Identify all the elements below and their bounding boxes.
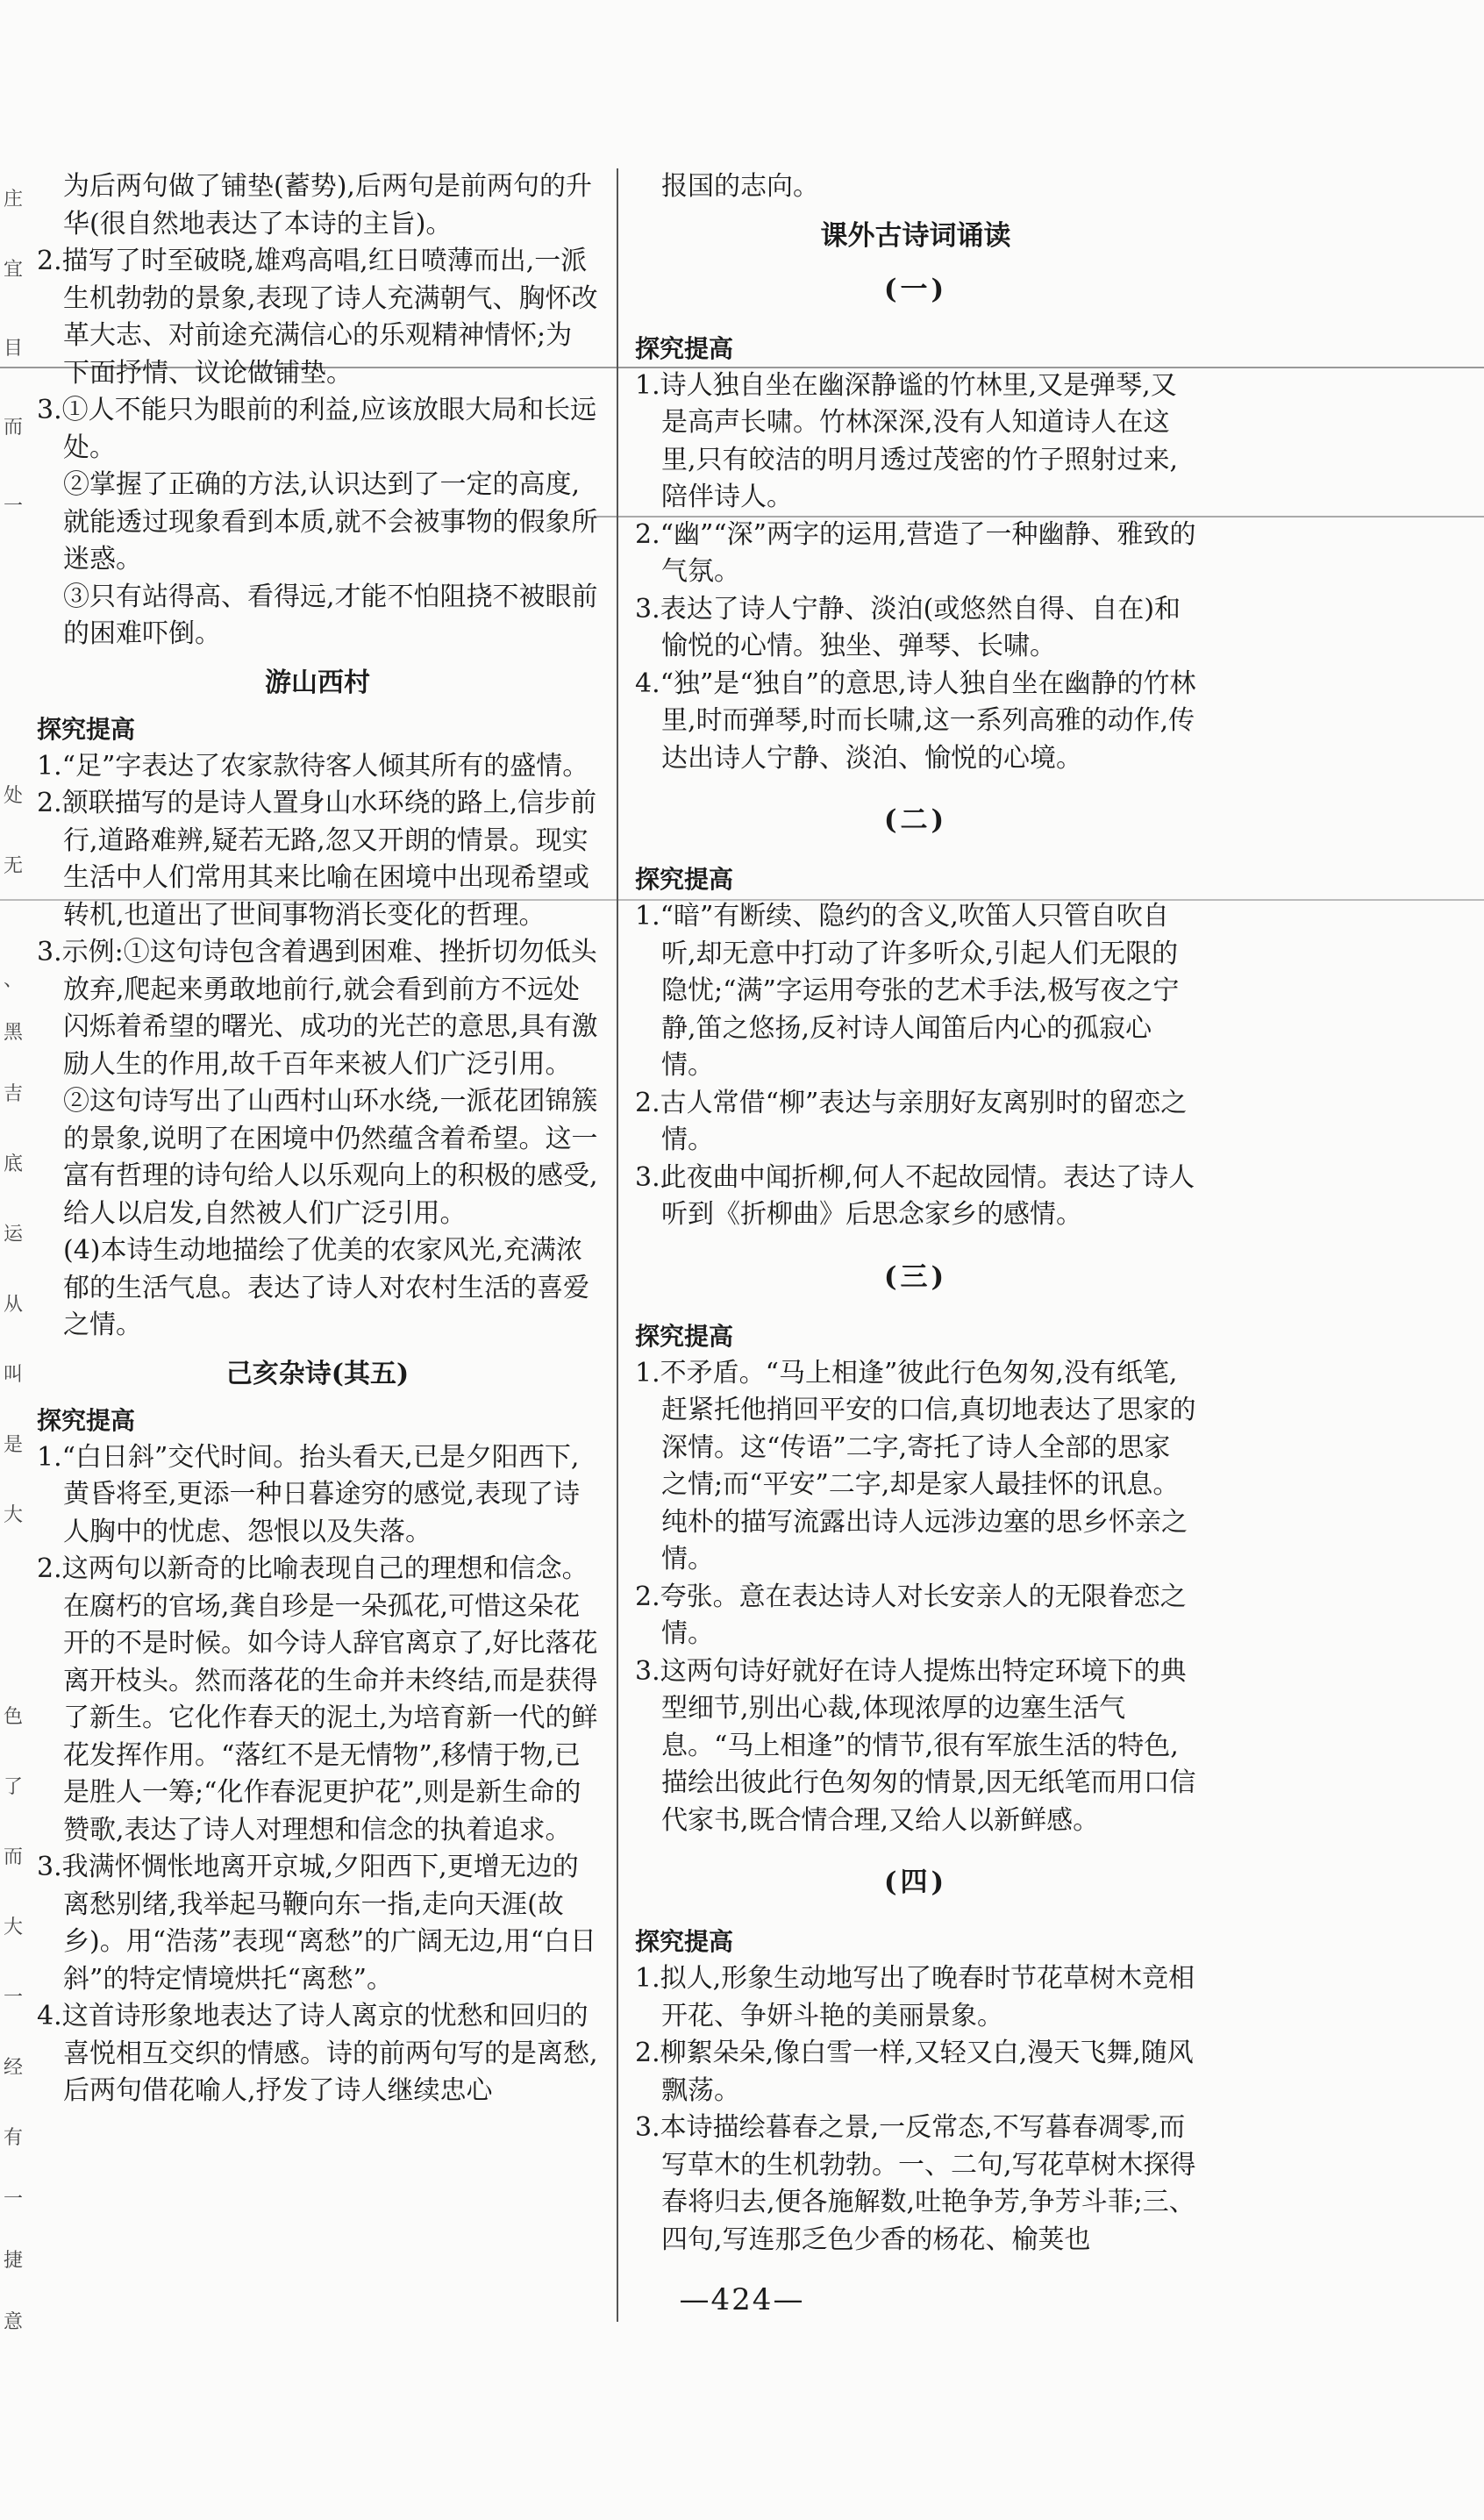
margin-glyph: 色	[4, 1706, 24, 1728]
section-label: 探究提高	[635, 333, 734, 363]
answer-item: ②这句诗写出了山西村山环水绕,一派花团锦簇的景象,说明了在困境中仍然蕴含着希望。这一富有哲理的诗句给人以乐观向上的积极的感受,给人以启发,自然被人们广泛引用。	[63, 1086, 598, 1229]
section-label: 探究提高	[635, 1927, 734, 1956]
main-title: 课外古诗词诵读	[820, 219, 1011, 252]
margin-glyph: 了	[4, 1776, 24, 1798]
section-heading: (三)	[883, 1260, 948, 1293]
margin-glyph: 是	[4, 1434, 24, 1456]
answer-item: 为后两句做了铺垫(蓄势),后两句是前两句的升华(很自然地表达了本诗的主旨)。	[63, 171, 592, 239]
section-label: 探究提高	[37, 1405, 136, 1435]
answer-item: 1.“足”字表达了农家款待客人倾其所有的盛情。	[37, 750, 589, 782]
margin-glyph: 一	[4, 496, 24, 518]
answer-item: 1.“暗”有断续、隐约的含义,吹笛人只管自吹自听,却无意中打动了许多听众,引起人们无限的隐忧;“满”字运用夸张的艺术手法,极写夜之宁静,笛之悠扬,反衬诗人闻笛后内心的孤寂心情。	[635, 901, 1180, 1081]
margin-glyph: 黑	[4, 1022, 24, 1044]
margin-glyph: 而	[4, 1846, 24, 1868]
margin-glyph: 有	[4, 2127, 24, 2149]
page-number: —424—	[679, 2282, 805, 2317]
answer-item: 4.“独”是“独自”的意思,诗人独自坐在幽静的竹林里,时而弹琴,时而长啸,这一系列高雅的动作,传达出诗人宁静、淡泊、愉悦的心境。	[635, 667, 1196, 774]
margin-glyph: 大	[4, 1504, 24, 1526]
answer-item: 3.表达了诗人宁静、淡泊(或悠然自得、自在)和愉悦的心情。独坐、弹琴、长啸。	[635, 593, 1181, 661]
column-divider	[617, 168, 618, 2322]
answer-item: 2.“幽”“深”两字的运用,营造了一种幽静、雅致的气氛。	[635, 518, 1196, 587]
margin-glyph: 运	[4, 1224, 24, 1246]
margin-glyph: 吉	[4, 1083, 24, 1105]
margin-glyph: 意	[4, 2311, 24, 2333]
poem-title: 游山西村	[265, 667, 370, 698]
margin-glyph: 庄	[4, 189, 24, 211]
section-heading: (四)	[883, 1867, 948, 1898]
answer-item: 1.不矛盾。“马上相逢”彼此行色匆匆,没有纸笔,赶紧托他捎回平安的口信,真切地表达了思家的深情。这“传语”二字,寄托了诗人全部的思家之情;而“平安”二字,却是家人最挂怀的讯息。纯朴的描写流露出诗人远涉边塞的思乡怀亲之情。	[635, 1357, 1196, 1574]
margin-glyph: 目	[4, 338, 24, 360]
answer-item: 1.“白日斜”交代时间。抬头看天,已是夕阳西下,黄昏将至,更添一种日暮途穷的感觉,表现了诗人胸中的忧虑、怨恨以及失落。	[37, 1441, 581, 1547]
margin-glyph: 宜	[4, 259, 24, 281]
section-label: 探究提高	[37, 714, 136, 744]
answer-item: 2.夸张。意在表达诗人对长安亲人的无限眷恋之情。	[635, 1581, 1187, 1649]
answer-item: 3.示例:①这句诗包含着遇到困难、挫折切勿低头放弃,爬起来勇敢地前行,就会看到前方不远处闪烁着希望的曙光、成功的光芒的意思,具有激励人生的作用,故千百年来被人们广泛引用。	[37, 937, 598, 1080]
margin-glyph: 而	[4, 417, 24, 439]
section-heading: (一)	[883, 273, 948, 305]
answer-item: 3.此夜曲中闻折柳,何人不起故园情。表达了诗人听到《折柳曲》后思念家乡的感情。	[635, 1161, 1195, 1230]
margin-glyph: 从	[4, 1294, 24, 1316]
answer-item: 2.这两句以新奇的比喻表现自己的理想和信念。在腐朽的官场,龚自珍是一朵孤花,可惜这朵花开的不是时候。如今诗人辞官离京了,好比落花离开枝头。然而落花的生命并未终结,而是获得了新生。它化作春天的泥土,为培育新一代的鲜花发挥作用。“落红不是无情物”,移情于物,已是胜人一筹;“化作春泥更护花”,则是新生命的赞歌,表达了诗人对理想和信念的执着追求。	[37, 1553, 598, 1845]
poem1-answers	[37, 748, 598, 1345]
margin-glyph: 大	[4, 1917, 24, 1938]
margin-glyph: 经	[4, 2057, 24, 2079]
answer-item: 1.拟人,形象生动地写出了晚春时节花草树木竞相开花、争妍斗艳的美丽景象。	[635, 1963, 1195, 2031]
margin-glyph: 捷	[4, 2250, 24, 2272]
poem-title: 己亥杂诗(其五)	[225, 1358, 410, 1389]
answer-item: 4.这首诗形象地表达了诗人离京的忧愁和回归的喜悦相互交织的情感。诗的前两句写的是离愁,后两句借花喻人,抒发了诗人继续忠心	[37, 2001, 598, 2106]
margin-glyph: 、	[4, 969, 24, 991]
answer-item: 1.诗人独自坐在幽深静谧的竹林里,又是弹琴,又是高声长啸。竹林深深,没有人知道诗人在这里,只有皎洁的明月透过茂密的竹子照射过来,陪伴诗人。	[635, 369, 1179, 512]
carry-over-text: 报国的志向。	[661, 171, 819, 202]
answer-item: 3.我满怀惆怅地离开京城,夕阳西下,更增无边的离愁别绪,我举起马鞭向东一指,走向天涯(故乡)。用“浩荡”表现“离愁”的广阔无边,用“白日斜”的特定情境烘托“离愁”。	[37, 1852, 596, 1995]
answer-item: ②掌握了正确的方法,认识达到了一定的高度,就能透过现象看到本质,就不会被事物的假象所迷惑。	[63, 469, 598, 575]
margin-glyph: 一	[4, 2188, 24, 2210]
answer-item: 3.①人不能只为眼前的利益,应该放眼大局和长远处。	[37, 395, 597, 463]
section-label: 探究提高	[635, 1321, 734, 1351]
answer-item: (4)本诗生动地描绘了优美的农家风光,充满浓郁的生活气息。表达了诗人对农村生活的喜爱之情。	[63, 1235, 589, 1340]
answer-item: 3.这两句诗好就好在诗人提炼出特定环境下的典型细节,别出心裁,体现浓厚的边塞生活气息。“马上相逢”的情节,很有军旅生活的特色,描绘出彼此行色匆匆的情景,因无纸笔而用口信代家书,既合情合理,又给人以新鲜感。	[635, 1655, 1196, 1836]
margin-glyph: 叫	[4, 1364, 24, 1386]
answer-item: 3.本诗描绘暮春之景,一反常态,不写暮春凋零,而写草木的生机勃勃。一、二句,写花草树木探得春将归去,便各施解数,吐艳争芳,争芳斗菲;三、四句,写连那乏色少香的杨花、榆荚也	[635, 2112, 1196, 2255]
margin-glyph: 处	[4, 785, 24, 807]
right-column	[635, 168, 1196, 2259]
answer-item: 2.描写了时至破晓,雄鸡高唱,红日喷薄而出,一派生机勃勃的景象,表现了诗人充满朝气、胸怀改革大志、对前途充满信心的乐观精神情怀;为下面抒情、议论做铺垫。	[37, 246, 598, 389]
answer-item: 2.古人常借“柳”表达与亲朋好友离别时的留恋之情。	[635, 1087, 1188, 1155]
section-label: 探究提高	[635, 865, 734, 894]
intro-answers	[37, 168, 598, 653]
answer-item: ③只有站得高、看得远,才能不怕阻挠不被眼前的困难吓倒。	[63, 581, 598, 649]
left-column	[37, 168, 598, 2110]
answer-item: 2.颔联描写的是诗人置身山水环绕的路上,信步前行,道路难辨,疑若无路,忽又开朗的情景。现实生活中人们常用其来比喻在困境中出现希望或转机,也道出了世间事物消长变化的哲理。	[37, 788, 597, 931]
margin-glyph: 一	[4, 1987, 24, 2009]
margin-glyph: 底	[4, 1153, 24, 1175]
poem2-answers	[37, 1439, 598, 2110]
section-heading: (二)	[883, 804, 948, 836]
page-edge-margin	[0, 167, 26, 2333]
margin-glyph: 无	[4, 855, 24, 877]
answer-item: 2.柳絮朵朵,像白雪一样,又轻又白,漫天飞舞,随风飘荡。	[635, 2038, 1194, 2106]
